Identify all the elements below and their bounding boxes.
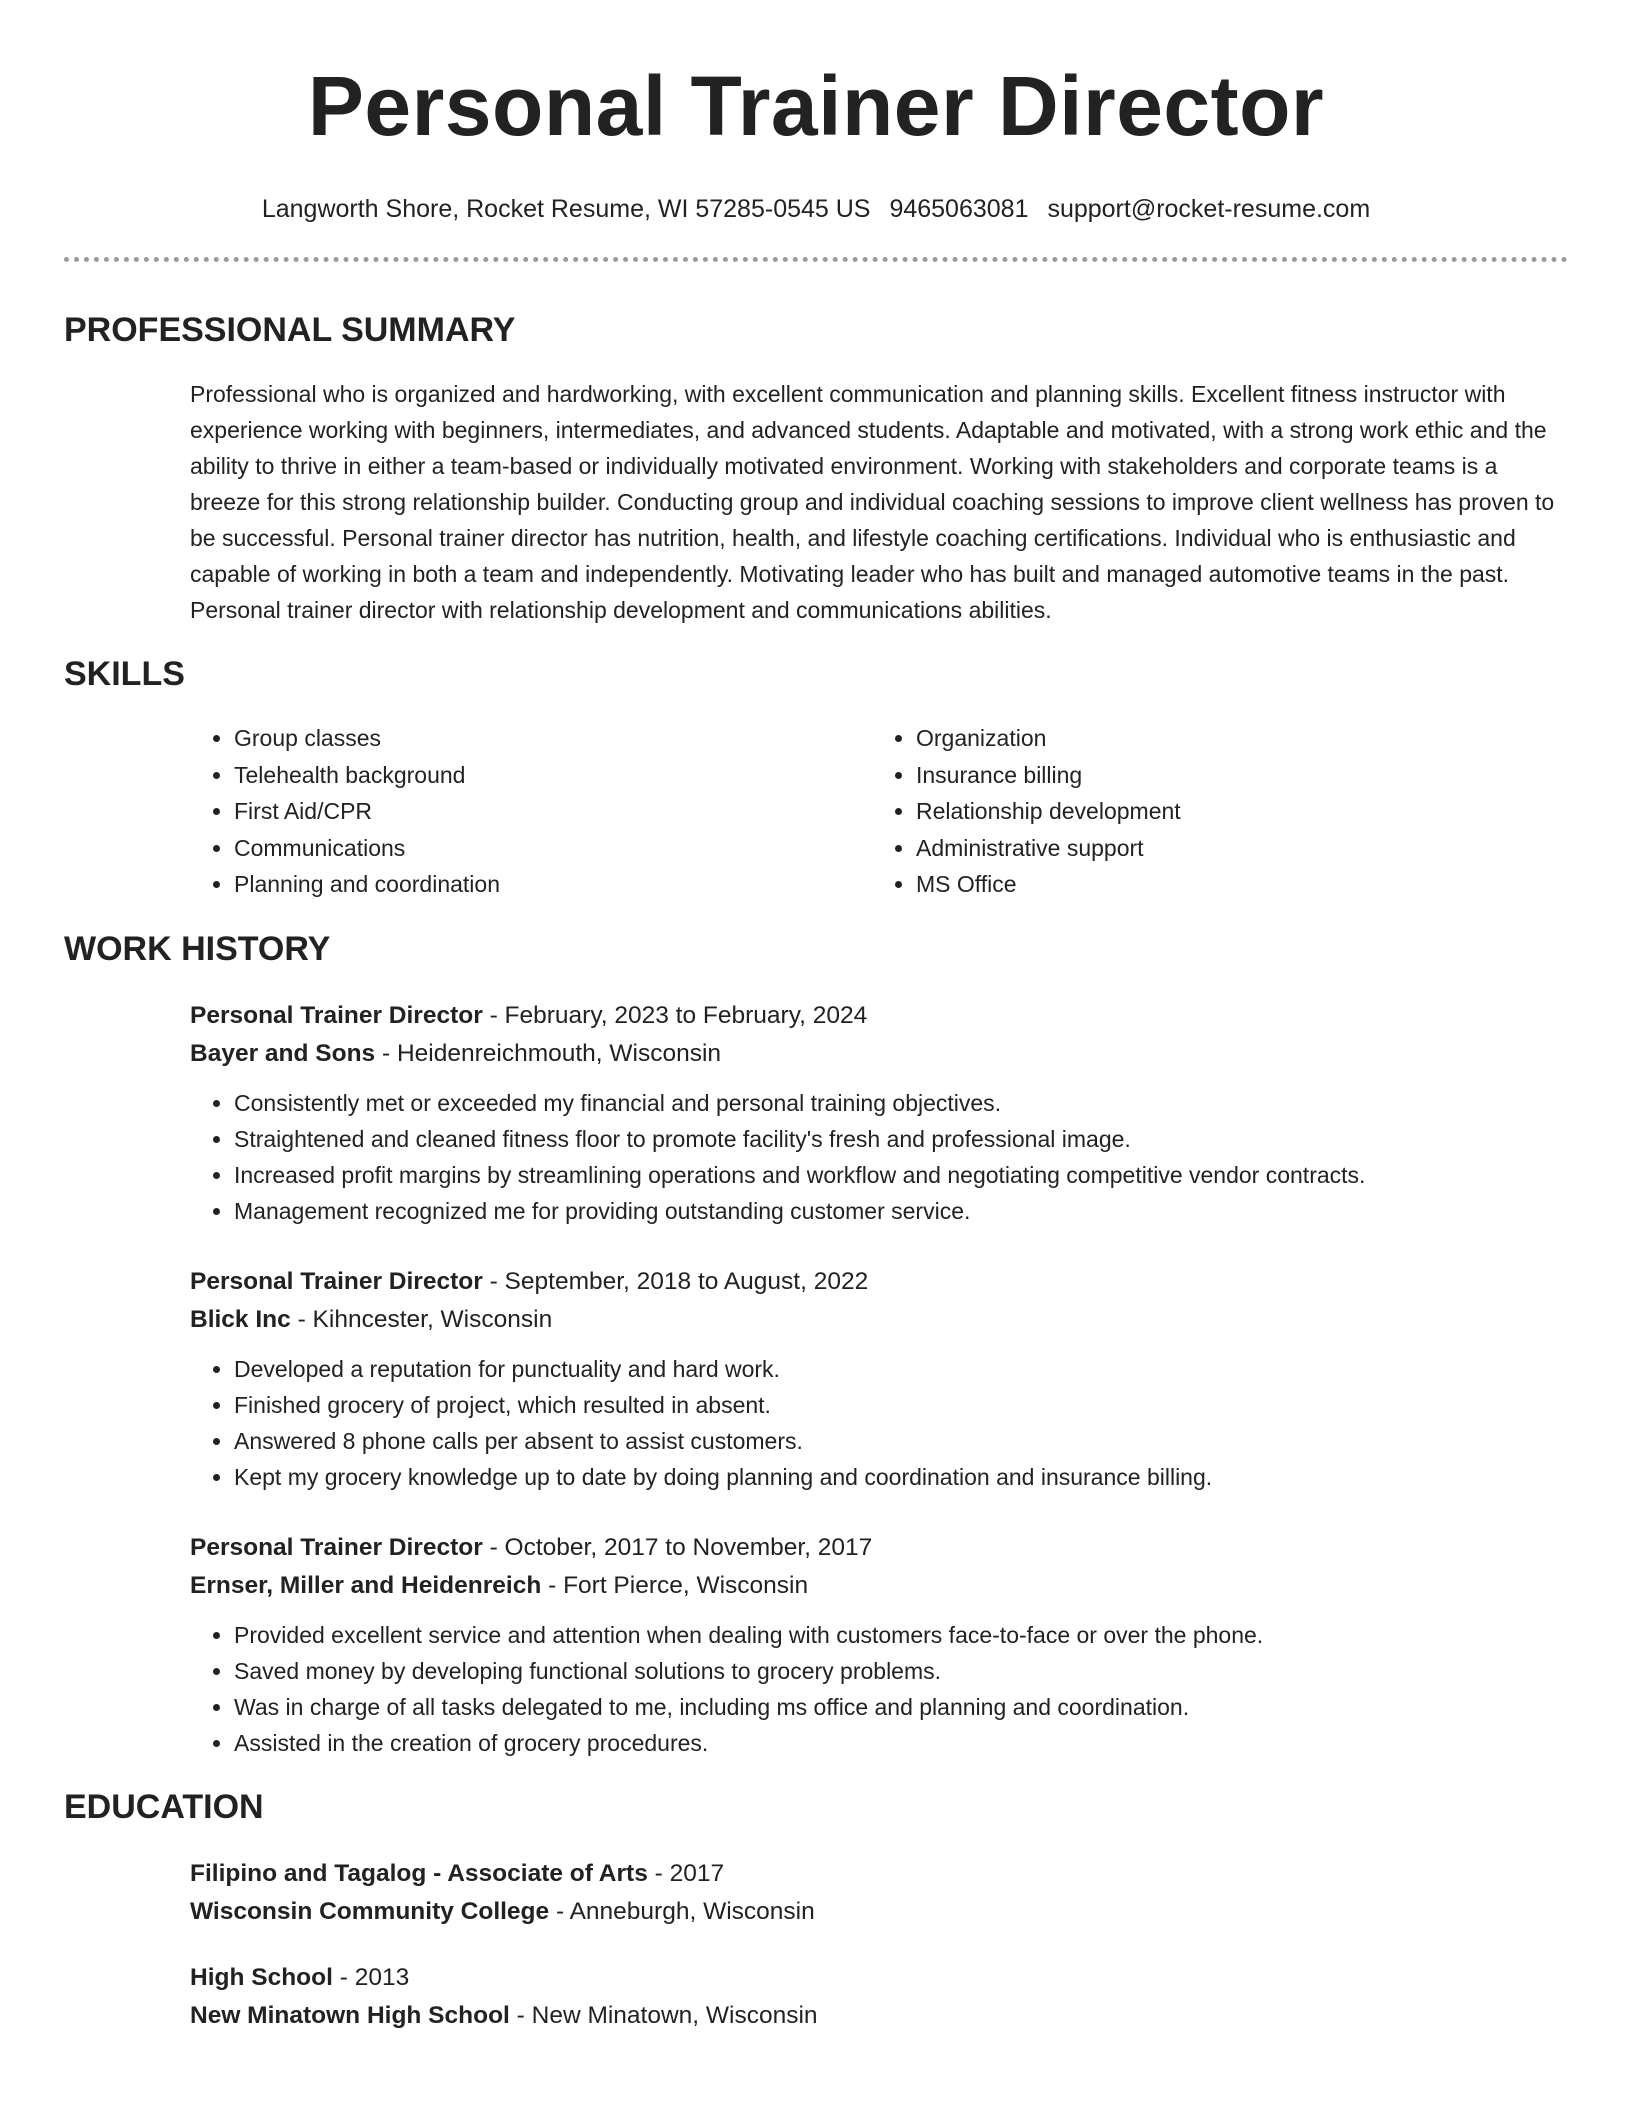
job-location: - Heidenreichmouth, Wisconsin <box>375 1039 722 1067</box>
education-school: Wisconsin Community College <box>190 1897 550 1925</box>
education-school-line <box>190 1893 1568 1931</box>
skills-heading: SKILLS <box>64 655 185 693</box>
skill-item: • Administrative support <box>916 830 1554 867</box>
job-bullets <box>190 1085 1568 1229</box>
summary-text: Professional who is organized and hardworking, with excellent communication and planning skills. Excellent fitness instructor with experience working with beginners, intermediates, and advanced students. Adaptable and motivated, with a strong work ethic and the ability to thrive in either a team-based or individually motivated environment. Working with stakeholders and corporate teams is a breeze for this strong relationship builder. Conducting group and individual coaching sessions to improve client wellness has proven to be successful. Personal trainer director has nutrition, health, and lifestyle coaching certifications. Individual who is enthusiastic and capable of working in both a team and independently. Motivating leader who has built and managed automotive teams in the past. Personal trainer director with relationship development and communications abilities. <box>190 381 1555 623</box>
header-divider <box>64 257 1568 262</box>
education-entry <box>190 1855 1568 1931</box>
skill-item: • Planning and coordination <box>234 866 872 903</box>
education-location: - Anneburgh, Wisconsin <box>549 1897 815 1925</box>
skill-item: • First Aid/CPR <box>234 793 872 830</box>
job-location: - Kihncester, Wisconsin <box>290 1305 553 1333</box>
skill-item: • MS Office <box>916 866 1554 903</box>
skills-list <box>190 720 1568 903</box>
job-company: Ernser, Miller and Heidenreich <box>190 1571 542 1599</box>
job-entry <box>190 1529 1568 1761</box>
job-bullet: • Assisted in the creation of grocery procedures. <box>234 1725 1568 1761</box>
education-location: - New Minatown, Wisconsin <box>509 2001 818 2029</box>
education-year: - 2017 <box>647 1859 725 1887</box>
job-location: - Fort Pierce, Wisconsin <box>541 1571 809 1599</box>
job-role: Personal Trainer Director <box>190 1267 483 1295</box>
job-bullet: • Saved money by developing functional solutions to grocery problems. <box>234 1653 1568 1689</box>
job-bullets <box>190 1617 1568 1761</box>
contact-address: Langworth Shore, Rocket Resume, WI 57285-0545 US <box>261 195 871 223</box>
skill-item: • Communications <box>234 830 872 867</box>
job-entry <box>190 997 1568 1229</box>
education-degree-line <box>190 1959 1568 1997</box>
job-company: Blick Inc <box>190 1305 291 1333</box>
education-degree: High School <box>190 1963 333 1991</box>
skills-column-left <box>190 720 872 903</box>
summary-heading: PROFESSIONAL SUMMARY <box>64 311 516 349</box>
skill-item: • Group classes <box>234 720 872 757</box>
job-company-line <box>190 1567 1568 1605</box>
contact-info <box>64 194 1568 224</box>
skill-item: • Relationship development <box>916 793 1554 830</box>
job-bullet: • Was in charge of all tasks delegated to me, including ms office and planning and coordination. <box>234 1689 1568 1725</box>
job-dates: - February, 2023 to February, 2024 <box>482 1001 868 1029</box>
skill-item: • Insurance billing <box>916 757 1554 794</box>
work-history-heading: WORK HISTORY <box>64 929 331 968</box>
job-role: Personal Trainer Director <box>190 1001 483 1029</box>
job-bullet: • Straightened and cleaned fitness floor to promote facility's fresh and professional image. <box>234 1121 1568 1157</box>
job-dates: - October, 2017 to November, 2017 <box>482 1533 873 1561</box>
job-bullet: • Answered 8 phone calls per absent to assist customers. <box>234 1423 1568 1459</box>
resume-page <box>64 0 1568 2035</box>
education-school-line <box>190 1997 1568 2035</box>
contact-phone: 9465063081 <box>889 195 1029 223</box>
job-title-line <box>190 1263 1568 1301</box>
education-degree-line <box>190 1855 1568 1893</box>
job-title-line <box>190 1529 1568 1567</box>
candidate-name: Personal Trainer Director <box>307 59 1325 153</box>
contact-email: support@rocket-resume.com <box>1047 195 1371 223</box>
job-dates: - September, 2018 to August, 2022 <box>482 1267 869 1295</box>
job-bullet: • Kept my grocery knowledge up to date by doing planning and coordination and insurance billing. <box>234 1459 1568 1495</box>
education-school: New Minatown High School <box>190 2001 510 2029</box>
education-entry <box>190 1959 1568 2035</box>
job-bullet: • Consistently met or exceeded my financial and personal training objectives. <box>234 1085 1568 1121</box>
job-company-line <box>190 1301 1568 1339</box>
job-bullet: • Finished grocery of project, which resulted in absent. <box>234 1387 1568 1423</box>
job-company: Bayer and Sons <box>190 1039 376 1067</box>
job-bullet: • Provided excellent service and attention when dealing with customers face-to-face or over the phone. <box>234 1617 1568 1653</box>
skills-column-right <box>872 720 1554 903</box>
skill-item: • Telehealth background <box>234 757 872 794</box>
job-bullet: • Developed a reputation for punctuality and hard work. <box>234 1351 1568 1387</box>
education-degree: Filipino and Tagalog - Associate of Arts <box>190 1859 648 1887</box>
job-bullet: • Increased profit margins by streamlining operations and workflow and negotiating competitive vendor contracts. <box>234 1157 1568 1193</box>
job-role: Personal Trainer Director <box>190 1533 483 1561</box>
education-heading: EDUCATION <box>64 1787 264 1826</box>
job-title-line <box>190 997 1568 1035</box>
job-entry <box>190 1263 1568 1495</box>
education-year: - 2013 <box>332 1963 410 1991</box>
job-company-line <box>190 1035 1568 1073</box>
job-bullets <box>190 1351 1568 1495</box>
job-bullet: • Management recognized me for providing outstanding customer service. <box>234 1193 1568 1229</box>
skill-item: • Organization <box>916 720 1554 757</box>
